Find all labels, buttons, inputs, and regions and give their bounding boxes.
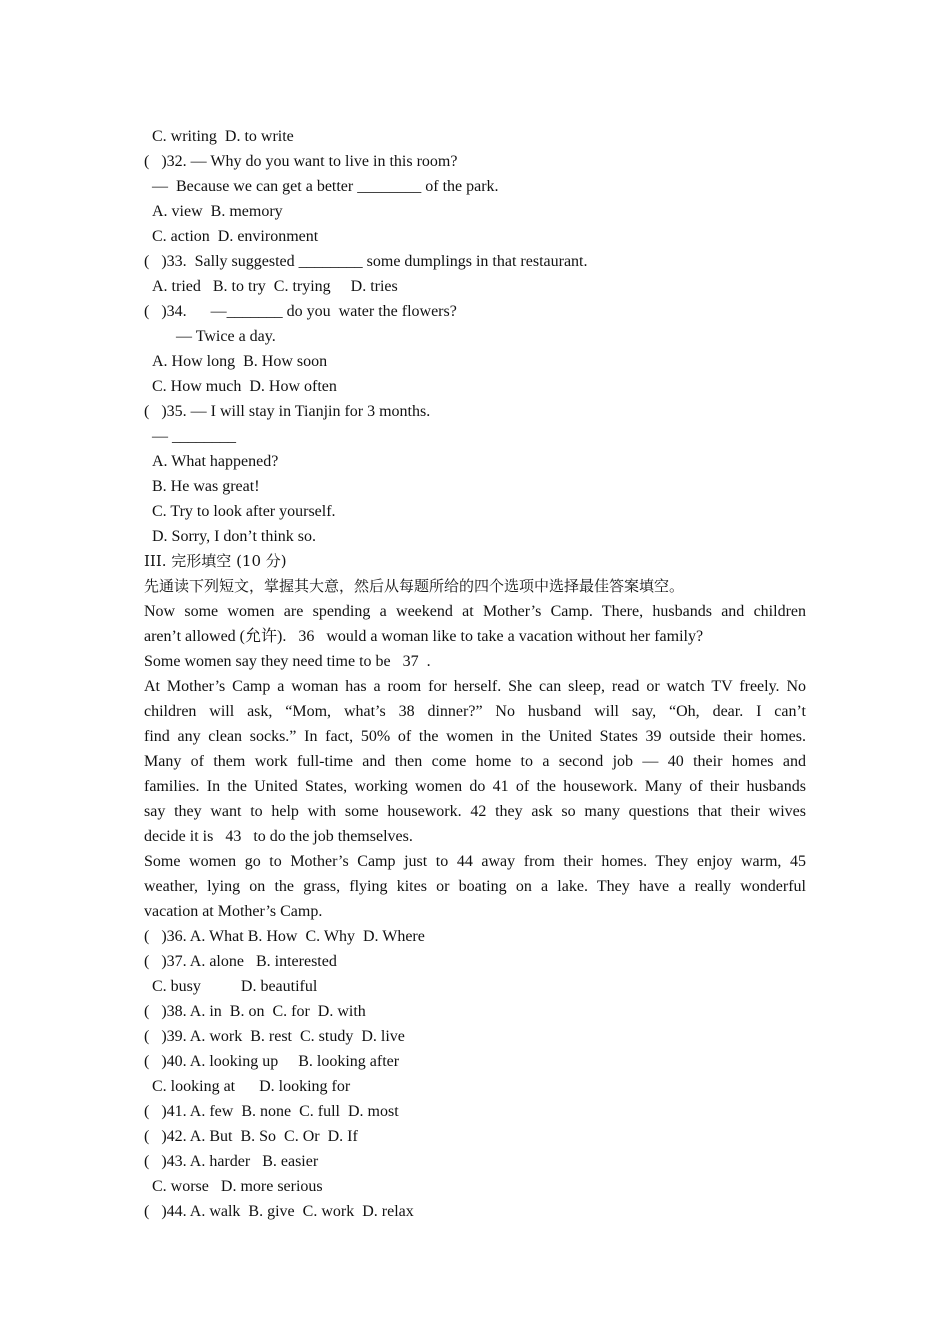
passage-line: vacation at Mother’s Camp. (144, 903, 323, 920)
q39-question: ( )39. A. work B. rest C. study D. live (144, 1028, 405, 1045)
q35-option-b: B. He was great! (152, 478, 260, 495)
passage-line: aren’t allowed (允许). 36 would a woman like to take a vacation without her family? (144, 628, 704, 645)
q32-question: ( )32. — Why do you want to live in this room? (144, 153, 458, 170)
q40-question: ( )40. A. looking up B. looking after (144, 1053, 400, 1070)
passage-line: decide it is 43 to do the job themselves. (144, 828, 413, 845)
passage-line: At Mother’s Camp a woman has a room for herself. She can sleep, read or watch TV freely. No (144, 678, 806, 695)
q33-question: ( )33. Sally suggested ________ some dumplings in that restaurant. (144, 253, 588, 270)
q34-options-ab: A. How long B. How soon (152, 353, 328, 370)
passage-line: say they want to help with some housework. 42 they ask so many questions that their wives (144, 803, 806, 820)
q32-options-ab: A. view B. memory (152, 203, 283, 220)
q44-question: ( )44. A. walk B. give C. work D. relax (144, 1203, 414, 1220)
passage-line: find any clean socks.” In fact, 50% of the women in the United States 39 outside their homes. (144, 728, 806, 745)
q31-options-cd: C. writing D. to write (152, 128, 294, 145)
q33-options: A. tried B. to try C. trying D. tries (152, 278, 398, 295)
q35-answer-line: — ________ (152, 428, 236, 445)
passage-line: Many of them work full-time and then come home to a second job — 40 their homes and (144, 753, 806, 770)
q42-question: ( )42. A. But B. So C. Or D. If (144, 1128, 358, 1145)
q43-options-cd: C. worse D. more serious (152, 1178, 323, 1195)
q35-option-c: C. Try to look after yourself. (152, 503, 336, 520)
q37-question: ( )37. A. alone B. interested (144, 953, 337, 970)
passage-line: weather, lying on the grass, flying kites or boating on a lake. They have a really wonderful (144, 878, 806, 895)
section-instructions: 先通读下列短文，掌握其大意，然后从每题所给的四个选项中选择最佳答案填空。 (144, 577, 685, 595)
q34-question: ( )34. —_______ do you water the flowers? (144, 303, 457, 320)
exam-content (144, 124, 806, 1224)
q41-question: ( )41. A. few B. none C. full D. most (144, 1103, 399, 1120)
q32-answer-line: — Because we can get a better ________ of the park. (152, 178, 499, 195)
q40-options-cd: C. looking at D. looking for (152, 1078, 351, 1095)
q35-question: ( )35. — I will stay in Tianjin for 3 months. (144, 403, 431, 420)
q34-options-cd: C. How much D. How often (152, 378, 337, 395)
passage-line: families. In the United States, working women do 41 of the housework. Many of their husbands (144, 778, 806, 795)
passage-line: Now some women are spending a weekend at Mother’s Camp. There, husbands and children (144, 603, 806, 620)
q36-question: ( )36. A. What B. How C. Why D. Where (144, 928, 425, 945)
passage-line: children will ask, “Mom, what’s 38 dinner?” No husband will say, “Oh, dear. I can’t (144, 703, 806, 720)
q43-question: ( )43. A. harder B. easier (144, 1153, 319, 1170)
passage-line: Some women say they need time to be 37 . (144, 653, 431, 670)
q35-option-a: A. What happened? (152, 453, 279, 470)
q37-options-cd: C. busy D. beautiful (152, 978, 318, 995)
passage-line: Some women go to Mother’s Camp just to 44 away from their homes. They enjoy warm, 45 (144, 853, 806, 870)
q34-answer-line: — Twice a day. (176, 328, 276, 345)
section-heading: III. 完形填空 (10 分) (144, 552, 287, 570)
q35-option-d: D. Sorry, I don’t think so. (152, 528, 316, 545)
q38-question: ( )38. A. in B. on C. for D. with (144, 1003, 366, 1020)
q32-options-cd: C. action D. environment (152, 228, 319, 245)
